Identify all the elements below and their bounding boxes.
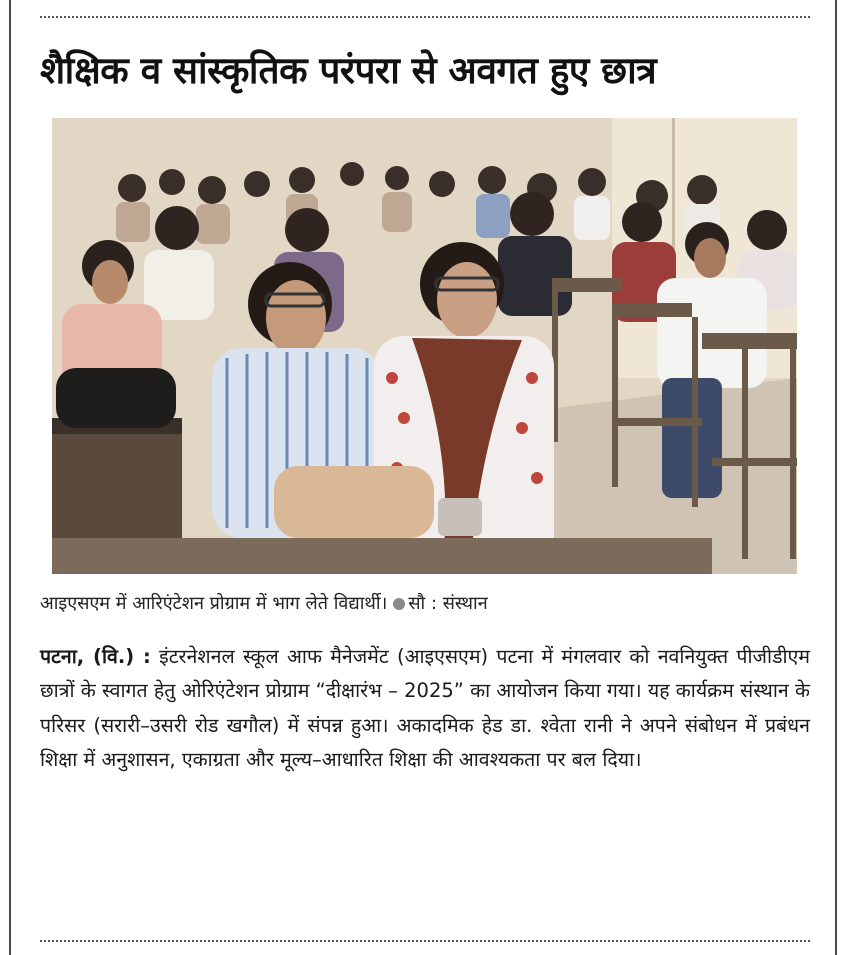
photo-caption — [40, 590, 820, 618]
article-photo — [52, 118, 797, 574]
article-dateline: पटना, (वि.) : — [40, 645, 151, 668]
article-headline: शैक्षिक व सांस्कृतिक परंपरा से अवगत हुए छात्र — [40, 49, 657, 92]
caption-text: आइएसएम में आरिएंटेशन प्रोग्राम में भाग लेते विद्यार्थी। — [40, 593, 388, 614]
classroom-photo-illustration — [52, 118, 797, 574]
article-body-text: इंटरनेशनल स्कूल आफ मैनेजमेंट (आइएसएम) पटना में मंगलवार को नवनियुक्त पीजीडीएम छात्रों के स्वागत हेतु ओरिएंटेशन प्रोग्राम “दीक्षारंभ – 2025” का आयोजन किया गया। यह कार्यक्रम संस्थान के परिसर (सरारी–उसरी रोड खगौल) में संपन्न हुआ। अकादमिक हेड डा. श्वेता रानी ने अपने संबोधन में प्रबंधन शिक्षा में अनुशासन, एकाग्रता और मूल्य–आधारित शिक्षा की आवश्यकता पर बल दिया। — [40, 645, 810, 772]
page-border-left — [9, 0, 11, 955]
credit-bullet-icon — [393, 598, 405, 610]
page-border-right — [835, 0, 837, 955]
bottom-dotted-rule — [40, 940, 810, 942]
caption-credit: सौ : संस्थान — [408, 593, 488, 614]
top-dotted-rule — [40, 16, 810, 18]
article-body — [40, 640, 810, 778]
